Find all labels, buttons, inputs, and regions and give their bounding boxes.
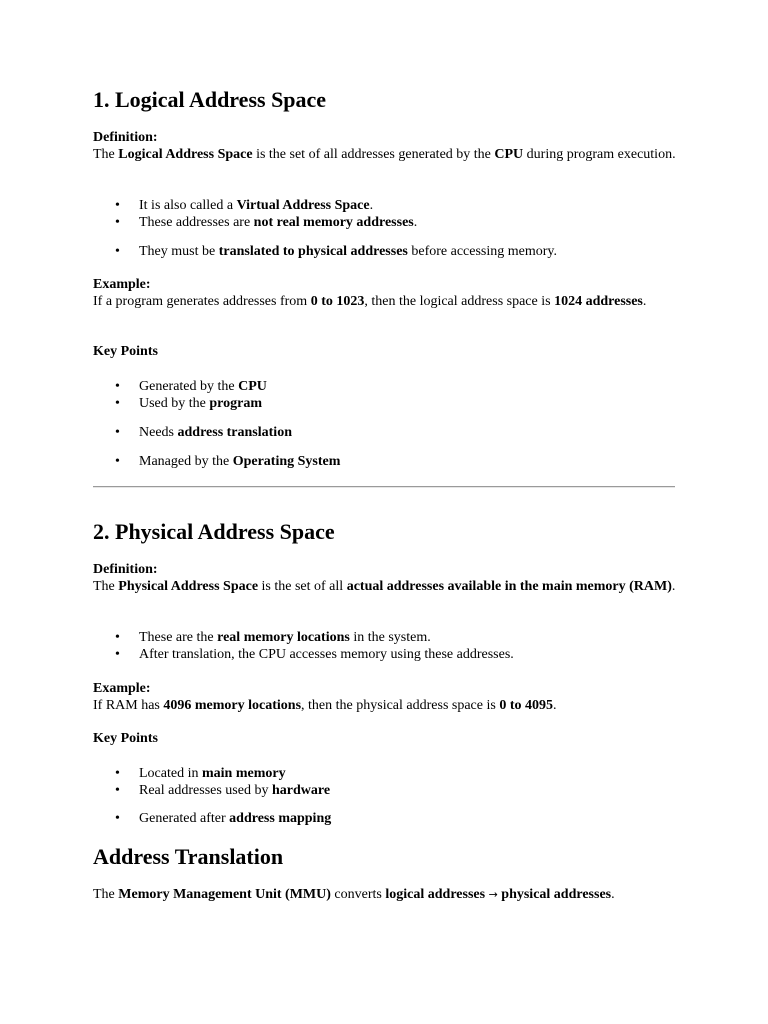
list-item	[93, 810, 678, 827]
list-item	[93, 197, 678, 214]
text-run: Used by the	[139, 396, 210, 411]
logical-bullet-list-1	[93, 197, 678, 231]
bold-run: main memory	[201, 766, 286, 781]
list-item	[93, 453, 678, 470]
text-run: .	[671, 578, 676, 594]
logical-key-points-list-b	[93, 424, 678, 441]
bold-run: Logical Address Space	[118, 146, 253, 162]
bold-run: Physical Address Space	[118, 578, 259, 594]
bold-run: physical addresses	[501, 887, 612, 902]
text-run: , then the logical address space is	[364, 293, 555, 309]
physical-example	[93, 681, 678, 714]
bold-run: 0 to 1023	[310, 293, 365, 309]
logical-heading: 1. Logical Address Space	[93, 87, 327, 112]
text-run: It is also called a	[139, 198, 237, 213]
physical-key-points-list-a	[93, 765, 678, 799]
physical-bullet-list-1	[93, 629, 678, 663]
translation-text	[93, 887, 678, 904]
text-run: Generated after	[139, 811, 230, 826]
text-run: in the system.	[349, 630, 431, 645]
text-run: Located in	[139, 766, 202, 781]
physical-key-points-label	[93, 731, 678, 748]
physical-key-points-list-b	[93, 810, 678, 827]
logical-key-points-list-c	[93, 453, 678, 470]
list-item	[93, 646, 678, 663]
text-run: Real addresses used by	[139, 783, 272, 798]
bold-run: CPU	[494, 146, 524, 162]
list-item	[93, 214, 678, 231]
bold-run: program	[209, 396, 263, 411]
text-run: .	[413, 215, 418, 230]
list-item	[93, 782, 678, 799]
physical-definition-label: Definition:	[93, 562, 158, 577]
list-item	[93, 243, 678, 260]
bold-run: CPU	[238, 379, 267, 394]
bold-run: Key Points	[93, 731, 158, 746]
horizontal-divider	[93, 486, 675, 488]
logical-example-label: Example:	[93, 277, 151, 292]
text-run: After translation, the CPU accesses memory using these addresses.	[139, 647, 514, 662]
bold-run: not real memory addresses	[253, 215, 414, 230]
list-item	[93, 629, 678, 646]
text-run: is the set of all	[258, 578, 347, 594]
text-run: before accessing memory.	[407, 244, 558, 259]
logical-example	[93, 277, 678, 310]
logical-key-points-list-a	[93, 378, 678, 412]
list-item	[93, 395, 678, 412]
text-run: during program execution.	[523, 146, 676, 162]
text-run: .	[553, 697, 557, 713]
text-run: .	[369, 198, 374, 213]
list-item	[93, 378, 678, 395]
text-run: converts	[330, 887, 386, 902]
text-run: Managed by the	[139, 454, 233, 469]
text-run: They must be	[139, 244, 219, 259]
text-run: is the set of all addresses generated by the	[252, 146, 495, 162]
text-run: .	[611, 887, 615, 902]
bold-run: address mapping	[229, 811, 332, 826]
bold-run: Operating System	[232, 454, 341, 469]
bold-run: 4096 memory locations	[163, 697, 302, 713]
logical-bullet-list-2	[93, 243, 678, 260]
text-run: The	[93, 887, 119, 902]
bold-run: address translation	[177, 425, 292, 440]
bold-run: hardware	[271, 783, 331, 798]
text-run: Needs	[139, 425, 178, 440]
list-item	[93, 424, 678, 441]
text-run: If RAM has	[93, 697, 164, 713]
logical-key-points-label	[93, 344, 678, 361]
list-item	[93, 765, 678, 782]
bold-run: real memory locations	[217, 630, 350, 645]
text-run: The	[93, 578, 119, 594]
text-run: If a program generates addresses from	[93, 293, 311, 309]
text-run: These addresses are	[139, 215, 254, 230]
bold-run: Virtual Address Space	[236, 198, 370, 213]
bold-run: logical addresses	[385, 887, 486, 902]
text-run: The	[93, 146, 119, 162]
text-run: , then the physical address space is	[301, 697, 500, 713]
bold-run: 1024 addresses	[554, 293, 643, 309]
bold-run: actual addresses available in the main memory (RAM)	[346, 578, 672, 594]
physical-definition	[93, 562, 678, 595]
translation-heading: Address Translation	[93, 844, 284, 869]
physical-heading: 2. Physical Address Space	[93, 519, 335, 544]
text-run: .	[642, 293, 647, 309]
bold-run: Memory Management Unit (MMU)	[118, 887, 331, 902]
bold-run: translated to physical addresses	[218, 244, 408, 259]
logical-definition	[93, 130, 678, 163]
arrow-right-icon: →	[488, 888, 498, 901]
logical-definition-label: Definition:	[93, 130, 158, 145]
text-run: These are the	[139, 630, 218, 645]
bold-run: Key Points	[93, 344, 158, 359]
bold-run: 0 to 4095	[499, 697, 553, 713]
physical-example-label: Example:	[93, 681, 151, 696]
text-run: Generated by the	[139, 379, 239, 394]
